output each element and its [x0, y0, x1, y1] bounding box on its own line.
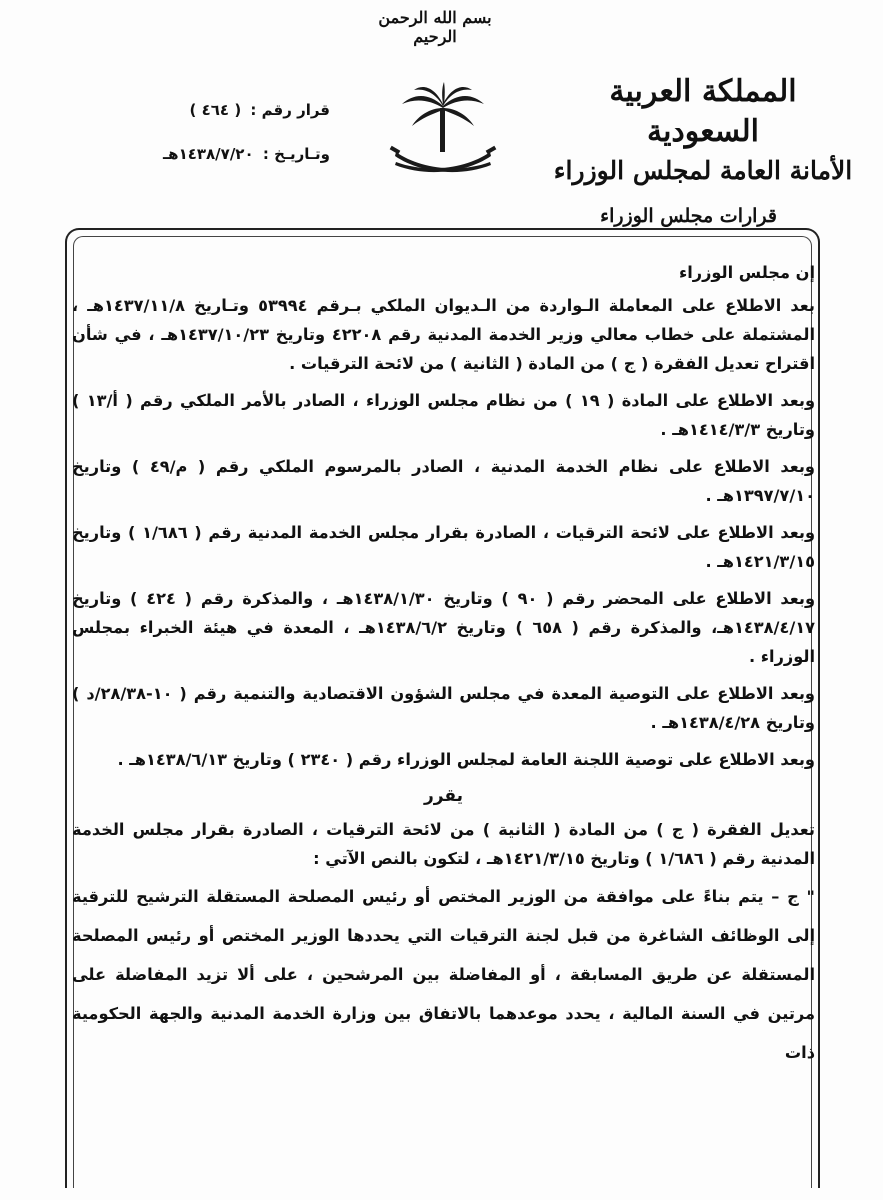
decision-date-value: ١٤٣٨/٧/٢٠هـ — [163, 145, 254, 163]
recital-paragraph: وبعد الاطلاع على نظام الخدمة المدنية ، الصادر بالمرسوم الملكي رقم ( م/٤٩ ) وتاريخ ١٣٩٧/٧/١٠هـ . — [72, 457, 815, 505]
recital-paragraph: وبعد الاطلاع على المادة ( ١٩ ) من نظام مجلس الوزراء ، الصادر بالأمر الملكي رقم ( أ/١٣ ) وتاريخ ١٤١٤/٣/٣هـ . — [72, 391, 816, 439]
recital-paragraph: وبعد الاطلاع على المحضر رقم ( ٩٠ ) وتاريخ ١٤٣٨/١/٣٠هـ ، والمذكرة رقم ( ٤٢٤ ) وتاريخ ١٤٣٨/٤/١٧هـ، والمذكرة رقم ( ٦٥٨ ) وتاريخ ١٤٣٨/٦/٢هـ ، المعدة في هيئة الخبراء بمجلس الوزراء . — [72, 589, 816, 666]
recital-paragraph: وبعد الاطلاع على لائحة الترقيات ، الصادرة بقرار مجلس الخدمة المدنية رقم ( ١/٦٨٦ ) وتاريخ ١٤٢١/٣/١٥هـ . — [72, 523, 816, 571]
decision-number-row — [110, 98, 330, 142]
recital-paragraph: وبعد الاطلاع على توصية اللجنة العامة لمجلس الوزراء رقم ( ٢٣٤٠ ) وتاريخ ١٤٣٨/٦/١٣هـ . — [117, 750, 815, 769]
decision-meta — [110, 98, 330, 186]
decision-number-label: قرار رقم : — [250, 101, 330, 119]
decision-body — [72, 258, 815, 1080]
decision-date-row — [110, 142, 330, 186]
decides-heading: يقرر — [424, 786, 463, 806]
secretariat-name: الأمانة العامة لمجلس الوزراء — [553, 156, 853, 185]
amended-clause-text: " ج – يتم بناءً على موافقة من الوزير المختص أو رئيس المصلحة المستقلة الترشيح للترقية إلى الوظائف الشاغرة من قبل لجنة الترقيات التي يحددها الوزير المختص أو رئيس المصلحة المستقلة عن طريق المسابقة ، أو المفاضلة بين المرشحين ، على ألا تزيد المفاضلة على مرتين في السنة المالية ، يحدد موعدهما بالاتفاق بين وزارة الخدمة المدنية والجهة الحكومية ذات — [72, 887, 815, 1062]
basmala-heading: بسم الله الرحمن الرحيم — [378, 8, 492, 46]
palm-swords-emblem-icon — [388, 82, 498, 182]
decision-number-value: ( ٤٦٤ ) — [189, 101, 242, 119]
kingdom-name: المملكة العربية السعودية — [609, 74, 797, 149]
amendment-intro: تعديل الفقرة ( ج ) من المادة ( الثانية ) من لائحة الترقيات ، الصادرة بقرار مجلس الخدمة المدنية رقم ( ١/٦٨٦ ) وتاريخ ١٤٢١/٣/١٥هـ ، لتكون بالنص الآتي : — [72, 820, 815, 868]
opening-line: إن مجلس الوزراء — [678, 263, 815, 282]
recital-paragraph: وبعد الاطلاع على التوصية المعدة في مجلس الشؤون الاقتصادية والتنمية رقم ( ١٠-٢٨/٣٨/د ) وتاريخ ١٤٣٨/٤/٢٨هـ . — [72, 684, 815, 732]
decision-date-label: وتـاريـخ : — [262, 145, 330, 163]
recital-paragraph: بعد الاطلاع على المعاملة الـواردة من الـديوان الملكي بـرقم ٥٣٩٩٤ وتـاريخ ١٤٣٧/١١/٨هـ ، المشتملة على خطاب معالي وزير الخدمة المدنية رقم ٤٢٢٠٨ وتاريخ ١٤٣٧/١٠/٢٣هـ ، في شأن اقتراح تعديل الفقرة ( ج ) من المادة ( الثانية ) من لائحة الترقيات . — [72, 296, 815, 373]
kingdom-header — [553, 72, 853, 190]
council-decisions-label: قرارات مجلس الوزراء — [551, 205, 783, 227]
